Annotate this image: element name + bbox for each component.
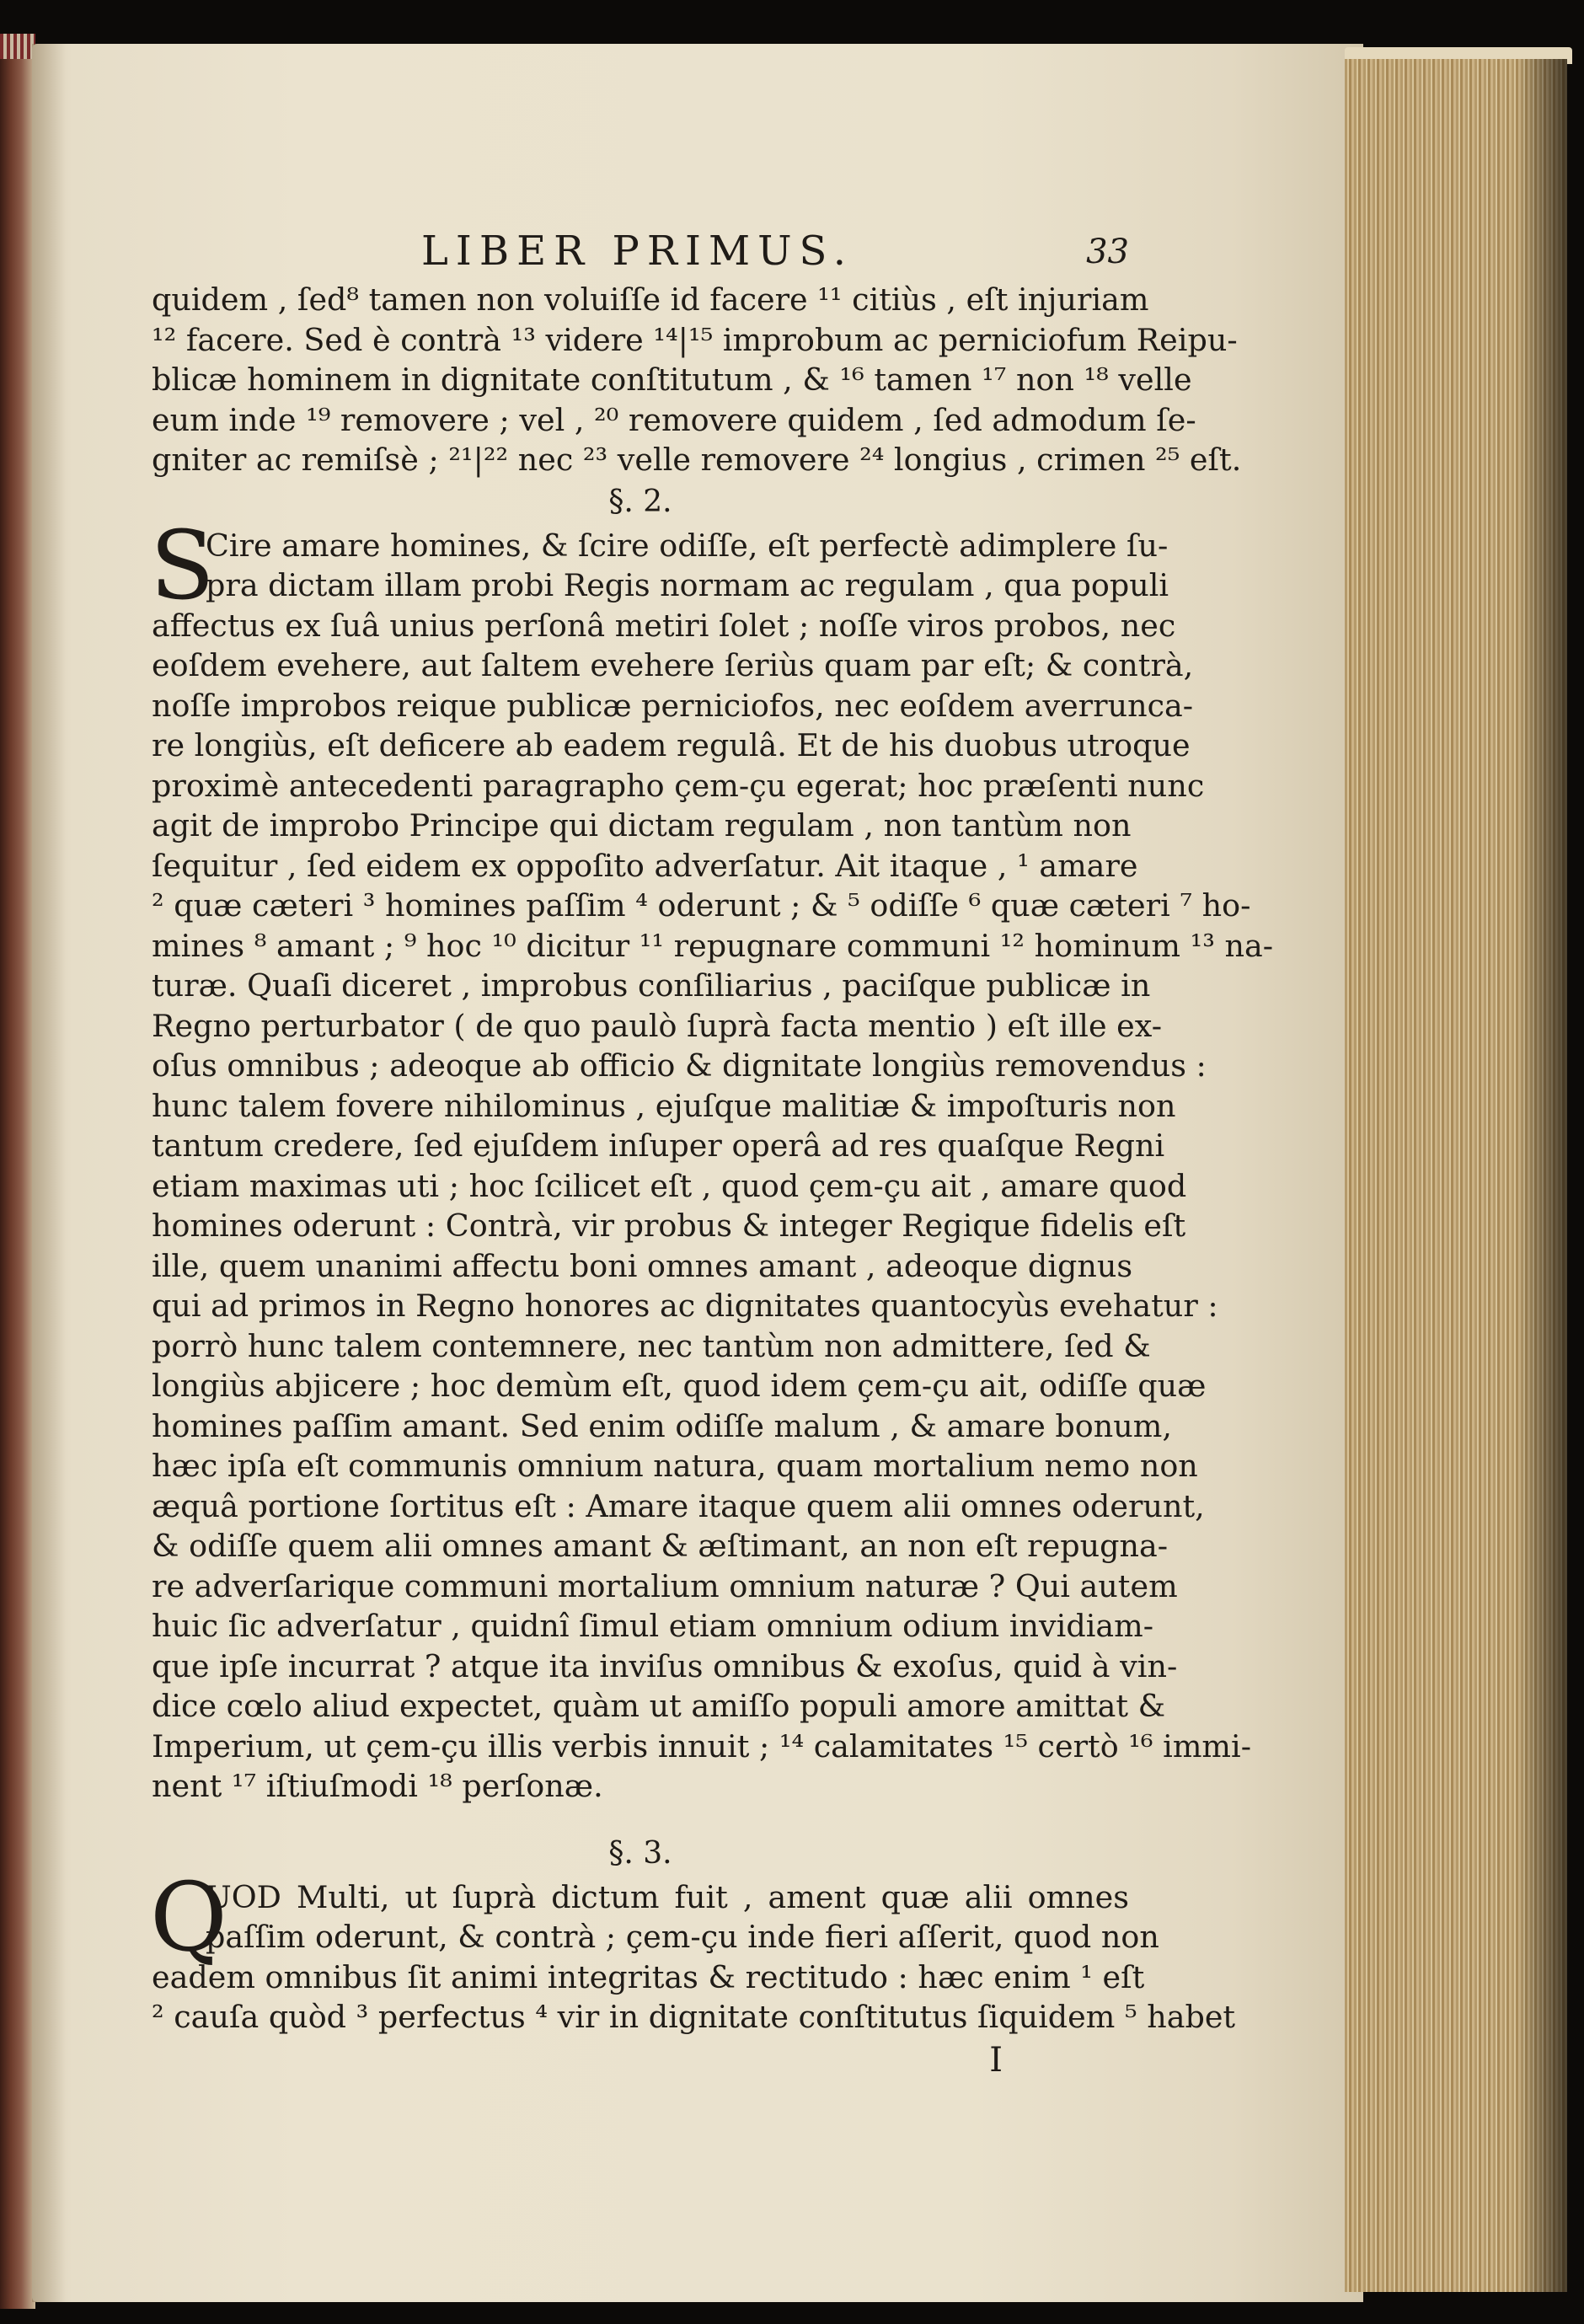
text-line: pra dictam illam probi Regis normam ac regulam , qua populi <box>206 567 1169 603</box>
section-mark-3: §. 3. <box>608 1835 672 1871</box>
text-line: eoſdem evehere, aut ſaltem evehere ſeriùs quam par eſt; & contrà, <box>152 647 1194 683</box>
text-line: Cire amare homines, & ſcire odiſſe, eſt perfectè adimplere ſu- <box>206 527 1169 564</box>
text-line: eadem omnibus ſit animi integritas & rectitudo : hæc enim ¹ eſt <box>152 1958 1145 1995</box>
text-line: & odiſſe quem alii omnes amant & æſtimant, an non eſt repugna- <box>152 1528 1169 1564</box>
paragraph-continuation <box>152 280 1242 480</box>
catchword: I <box>989 2040 1003 2080</box>
running-title: LIBER PRIMUS. <box>421 228 854 275</box>
text-line: Regno perturbator ( de quo paulò ſuprà facta mentio ) eſt ille ex- <box>152 1007 1163 1044</box>
text-line: que ipſe incurrat ? atque ita inviſus omnibus & exoſus, quid à vin- <box>152 1647 1178 1684</box>
section-2 <box>150 511 1274 1807</box>
book-spine <box>0 34 35 2309</box>
text-line: nent ¹⁷ iſtiuſmodi ¹⁸ perſonæ. <box>152 1768 603 1804</box>
text-line: Imperium, ut çem-çu illis verbis innuit ; ¹⁴ calamitates ¹⁵ certò ¹⁶ immi- <box>152 1727 1252 1764</box>
text-line: porrò hunc talem contemnere, nec tantùm non admittere, ſed & <box>152 1327 1151 1364</box>
text-line: homines paſſim amant. Sed enim odiſſe malum , & amare bonum, <box>152 1407 1172 1444</box>
text-line: hæc ipſa eſt communis omnium natura, quam mortalium nemo non <box>152 1448 1198 1484</box>
text-line: re longiùs, eſt deficere ab eadem regulâ. Et de his duobus utroque <box>152 727 1191 763</box>
text-line: UOD Multi, ut ſuprà dictum fuit , ament quæ alii omnes <box>206 1878 1129 1915</box>
text-line: agit de improbo Principe qui dictam regulam , non tantùm non <box>152 807 1132 843</box>
text-line: oſus omnibus ; adeoque ab officio & dignitate longiùs removendus : <box>152 1047 1207 1084</box>
drop-initial-s: S <box>150 511 215 621</box>
text-line: mines ⁸ amant ; ⁹ hoc ¹⁰ dicitur ¹¹ repugnare communi ¹² hominum ¹³ na- <box>152 927 1274 964</box>
printed-text-block <box>150 228 1274 2080</box>
section-mark-2: §. 2. <box>608 484 672 519</box>
text-line: ² quæ cæteri ³ homines paſſim ⁴ oderunt ; & ⁵ odiſſe ⁶ quæ cæteri ⁷ ho- <box>152 887 1251 924</box>
text-line: re adverſarique communi mortalium omnium naturæ ? Qui autem <box>152 1567 1178 1604</box>
running-head <box>152 228 1129 280</box>
text-line: ſequitur , ſed eidem ex oppoſito adverſatur. Ait itaque , ¹ amare <box>152 847 1138 884</box>
page-number: 33 <box>1086 233 1129 271</box>
text-line: tantum credere, ſed ejuſdem inſuper operâ ad res quaſque Regni <box>152 1127 1165 1164</box>
drop-initial-q: Q <box>150 1862 227 1973</box>
text-line: æquâ portione ſortitus eſt : Amare itaque quem alii omnes oderunt, <box>152 1487 1205 1524</box>
text-line: eum inde ¹⁹ removere ; vel , ²⁰ removere quidem , ſed admodum ſe- <box>152 401 1196 438</box>
text-line: huic ſic adverſatur , quidnî ſimul etiam omnium odium invidiam- <box>152 1608 1154 1644</box>
text-line: ¹² facere. Sed è contrà ¹³ videre ¹⁴|¹⁵ improbum ac perniciofum Reipu- <box>152 321 1238 358</box>
section-3 <box>150 1862 1236 2038</box>
text-line: homines oderunt : Contrà, vir probus & integer Regique fidelis eſt <box>152 1208 1186 1244</box>
text-line: hunc talem fovere nihilominus , ejuſque malitiæ & impoſturis non <box>152 1087 1176 1124</box>
text-line: gniter ac remiſsè ; ²¹|²² nec ²³ velle removere ²⁴ longius , crimen ²⁵ eſt. <box>152 442 1242 478</box>
text-line: blicæ hominem in dignitate conſtitutum , & ¹⁶ tamen ¹⁷ non ¹⁸ velle <box>152 361 1192 398</box>
text-line: turæ. Quaſi diceret , improbus conſiliarius , paciſque publicæ in <box>152 967 1151 1004</box>
text-line: etiam maximas uti ; hoc ſcilicet eſt , quod çem-çu ait , amare quod <box>152 1167 1187 1204</box>
text-line: paſſim oderunt, & contrà ; çem-çu inde fieri aſſerit, quod non <box>206 1919 1159 1955</box>
text-line: ille, quem unanimi affectu boni omnes amant , adeoque dignus <box>152 1247 1133 1284</box>
page-gutter-shadow <box>32 44 66 2302</box>
text-line: noſſe improbos reique publicæ perniciofos, nec eoſdem averrunca- <box>152 687 1194 724</box>
text-line: dice cœlo aliud expectet, quàm ut amiſſo populi amore amittat & <box>152 1688 1166 1724</box>
text-line: proximè antecedenti paragrapho çem-çu egerat; hoc præſenti nunc <box>152 767 1205 804</box>
text-line: ² cauſa quòd ³ perfectus ⁴ vir in dignitate conſtitutus ſiquidem ⁵ habet <box>152 1999 1236 2035</box>
text-line: longiùs abjicere ; hoc demùm eſt, quod idem çem-çu ait, odiſſe quæ <box>152 1368 1207 1404</box>
text-line: affectus ex ſuâ unius perſonâ metiri ſolet ; noſſe viros probos, nec <box>152 607 1176 644</box>
text-line: quidem , ſed⁸ tamen non voluiſſe id facere ¹¹ citiùs , eſt injuriam <box>152 281 1149 318</box>
page-edges-stack <box>1345 59 1567 2292</box>
text-line: qui ad primos in Regno honores ac dignitates quantocyùs evehatur : <box>152 1288 1218 1324</box>
